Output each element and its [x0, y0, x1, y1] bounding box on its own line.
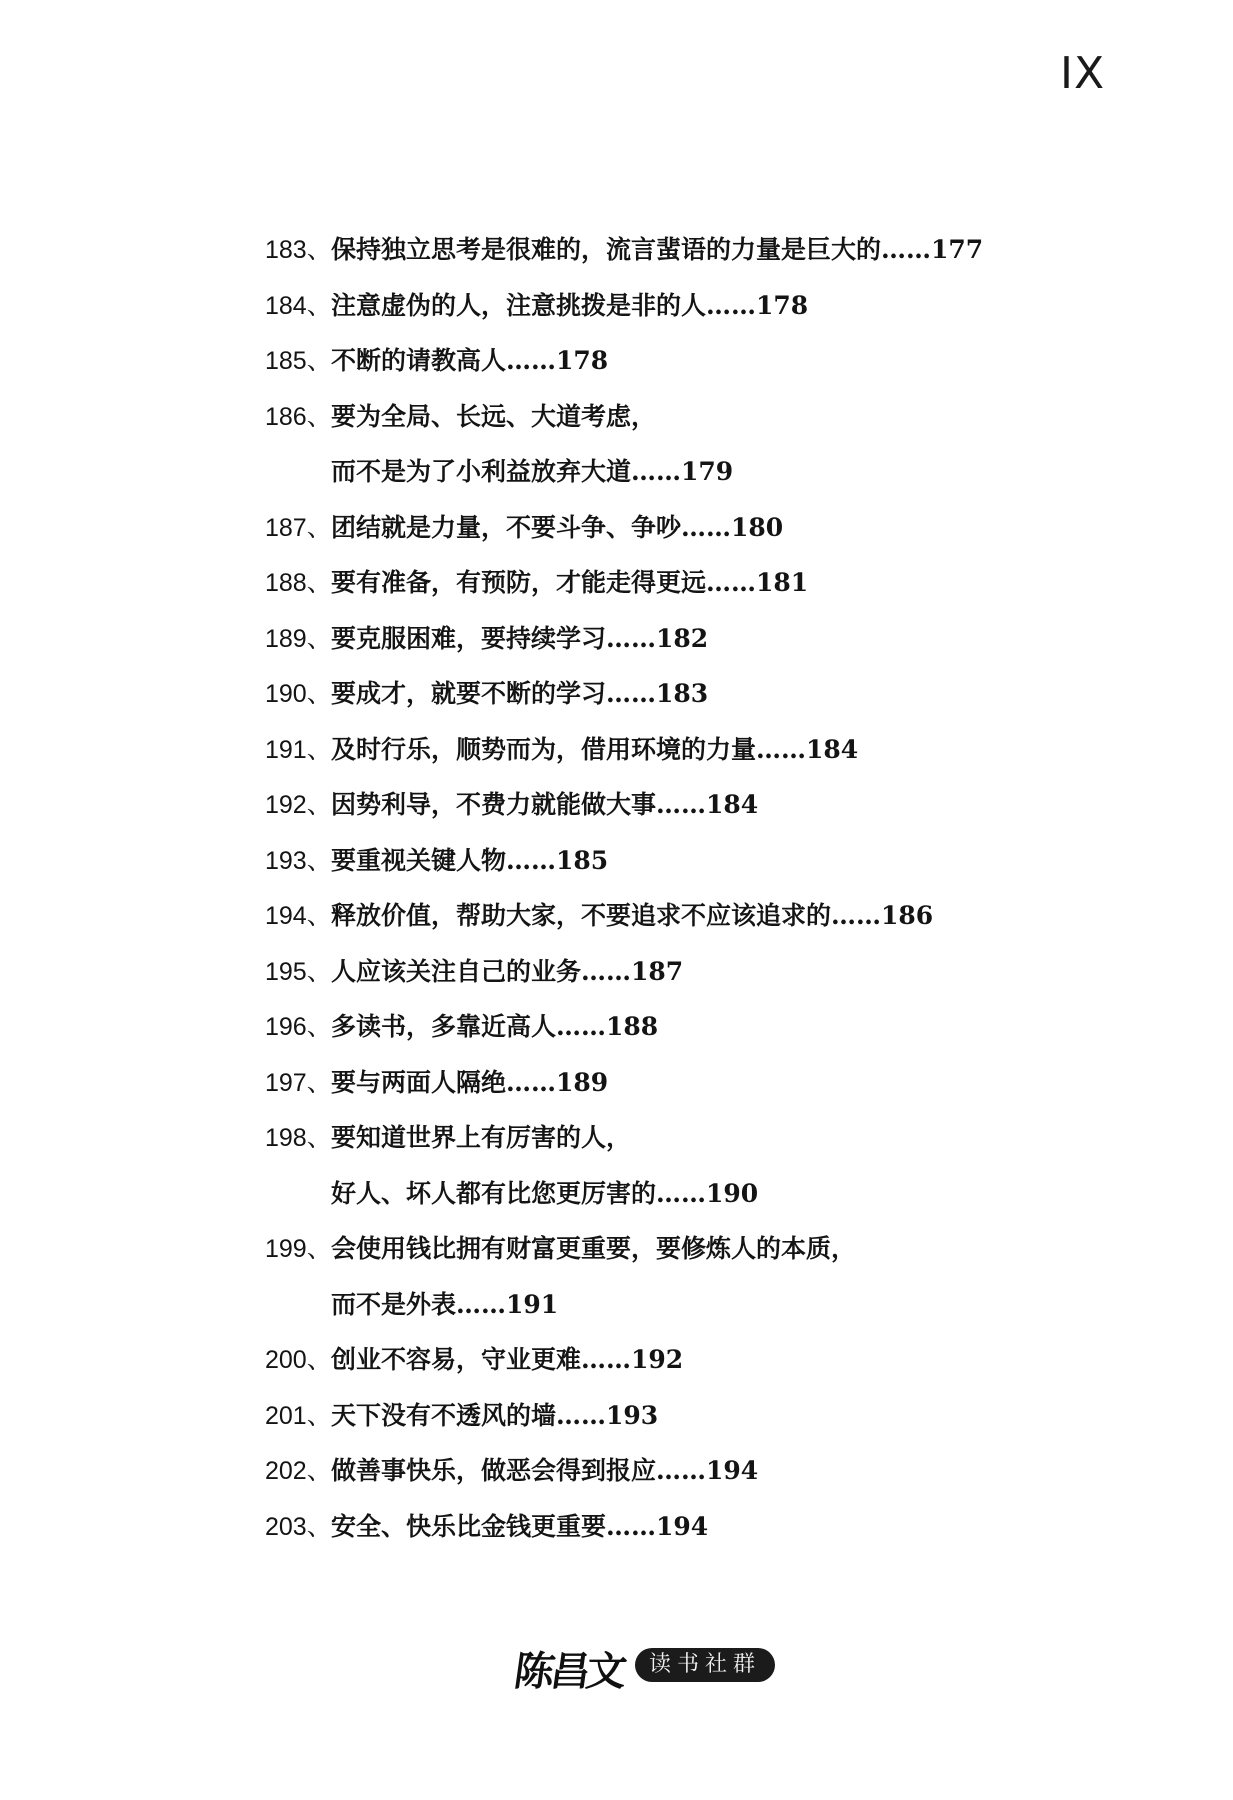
toc-entry — [265, 1055, 1125, 1111]
publisher-logo — [511, 1640, 805, 1696]
toc-entry-title: 要知道世界上有厉害的人， — [331, 1123, 632, 1152]
toc-entry-number: 194、 — [265, 902, 332, 930]
toc-entry — [265, 888, 1125, 944]
toc-entry-title: 保持独立思考是很难的，流言蜚语的力量是巨大的……177 — [331, 235, 984, 264]
toc-entry — [265, 1443, 1125, 1499]
toc-entry-number: 196、 — [265, 1013, 332, 1041]
toc-entry-number: 183、 — [265, 236, 332, 264]
toc-entry — [265, 999, 1125, 1055]
toc-entry-title: 创业不容易，守业更难……192 — [331, 1345, 684, 1374]
toc-entry-title: 好人、坏人都有比您更厉害的……190 — [331, 1178, 759, 1208]
toc-entry — [265, 222, 1125, 278]
toc-entry-number: 202、 — [265, 1457, 332, 1485]
toc-entry-number: 190、 — [265, 680, 332, 708]
toc-entry-title: 不断的请教高人……178 — [331, 346, 609, 375]
toc-entry — [265, 777, 1125, 833]
toc-entry-title: 而不是外表……191 — [331, 1289, 559, 1319]
toc-entry-title: 天下没有不透风的墙……193 — [331, 1400, 659, 1430]
toc-entry-number: 188、 — [265, 569, 332, 597]
toc-entry-title: 及时行乐，顺势而为，借用环境的力量……184 — [331, 734, 859, 764]
toc-entry — [265, 1110, 1125, 1166]
toc-entry-title: 因势利导，不费力就能做大事……184 — [331, 790, 759, 819]
toc-entry-number: 192、 — [265, 791, 332, 819]
toc-entry — [265, 833, 1125, 889]
toc-entry — [265, 666, 1125, 722]
toc-entry-number: 200、 — [265, 1346, 332, 1374]
toc-entry — [265, 500, 1125, 556]
toc-entry-title: 安全、快乐比金钱更重要……194 — [331, 1511, 709, 1541]
toc-entry-continuation — [265, 1277, 1125, 1333]
logo-brush-text: 陈昌文 — [511, 1648, 626, 1695]
toc-entry-number: 195、 — [265, 957, 332, 986]
toc-entry — [265, 722, 1125, 778]
toc-entry — [265, 1388, 1125, 1444]
table-of-contents — [265, 222, 1125, 1554]
toc-entry-number: 191、 — [265, 735, 332, 764]
toc-entry-number: 197、 — [265, 1068, 332, 1097]
toc-entry — [265, 389, 1125, 445]
toc-entry — [265, 555, 1125, 611]
toc-entry-title: 会使用钱比拥有财富更重要，要修炼人的本质， — [331, 1234, 857, 1263]
toc-entry-number: 189、 — [265, 624, 332, 653]
toc-entry-number: 203、 — [265, 1512, 332, 1541]
toc-entry-title: 而不是为了小利益放弃大道……179 — [331, 457, 734, 486]
logo-badge: 读书社群 — [635, 1648, 775, 1682]
toc-entry-title: 要与两面人隔绝……189 — [331, 1067, 609, 1097]
toc-entry-title: 要为全局、长远、大道考虑， — [331, 401, 657, 431]
toc-entry-title: 要重视关键人物……185 — [331, 845, 609, 875]
page-number: IX — [1060, 48, 1106, 99]
toc-entry-title: 要成才，就要不断的学习……183 — [331, 679, 709, 708]
toc-entry — [265, 1499, 1125, 1555]
toc-entry — [265, 944, 1125, 1000]
toc-entry-title: 人应该关注自己的业务……187 — [331, 956, 684, 986]
toc-entry-title: 注意虚伪的人，注意挑拨是非的人……178 — [331, 290, 809, 320]
toc-entry-title: 要克服困难，要持续学习……182 — [331, 623, 709, 653]
toc-entry-continuation — [265, 1166, 1125, 1222]
toc-entry — [265, 278, 1125, 334]
toc-entry — [265, 1221, 1125, 1277]
toc-entry — [265, 333, 1125, 389]
toc-entry-number: 201、 — [265, 1401, 332, 1430]
toc-entry-number: 193、 — [265, 846, 332, 875]
toc-entry-title: 释放价值，帮助大家，不要追求不应该追求的……186 — [331, 901, 934, 930]
toc-entry-title: 多读书，多靠近高人……188 — [331, 1012, 659, 1041]
toc-entry-number: 187、 — [265, 513, 332, 542]
toc-entry — [265, 1332, 1125, 1388]
toc-entry-number: 198、 — [265, 1124, 332, 1152]
toc-entry-number: 199、 — [265, 1235, 332, 1263]
toc-entry-continuation — [265, 444, 1125, 500]
toc-entry-title: 要有准备，有预防，才能走得更远……181 — [331, 568, 809, 597]
toc-entry — [265, 611, 1125, 667]
toc-entry-title: 做善事快乐，做恶会得到报应……194 — [331, 1456, 759, 1485]
toc-entry-number: 184、 — [265, 291, 332, 320]
toc-entry-number: 186、 — [265, 402, 332, 431]
toc-entry-title: 团结就是力量，不要斗争、争吵……180 — [331, 512, 784, 542]
toc-entry-number: 185、 — [265, 347, 332, 375]
